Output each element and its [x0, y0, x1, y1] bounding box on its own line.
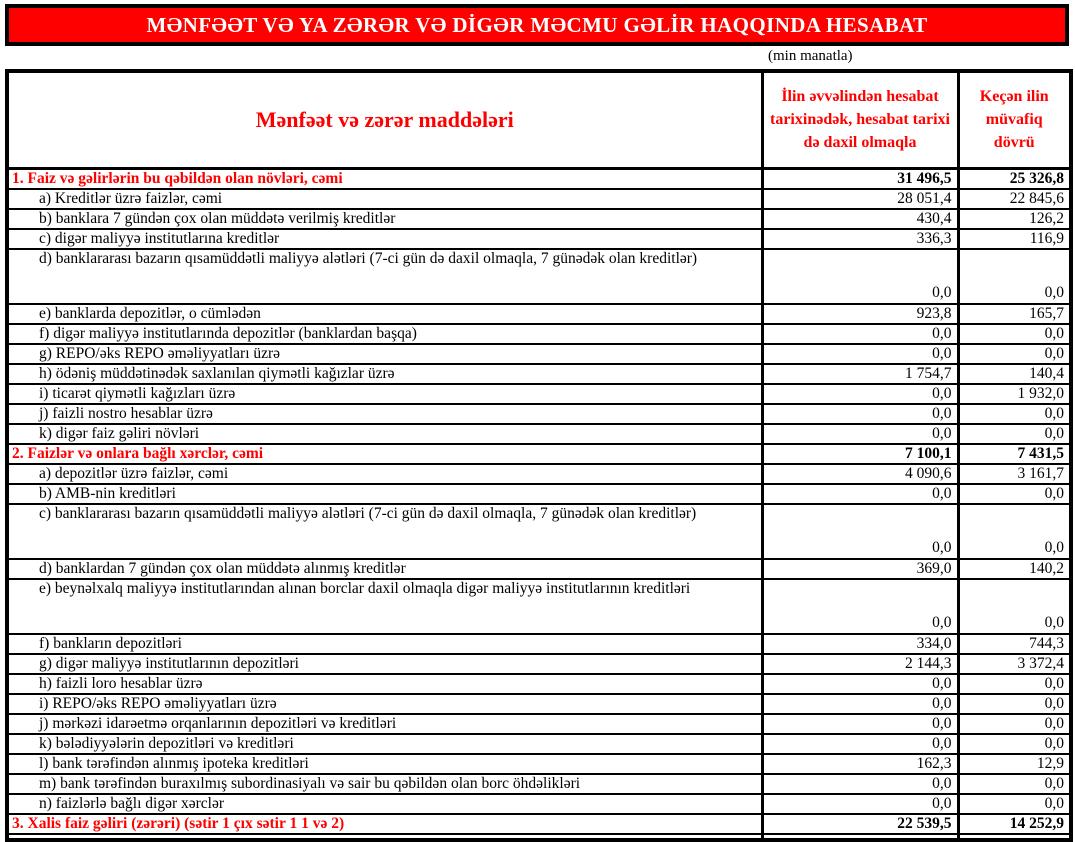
- table-body: [7, 168, 1071, 840]
- row-label: k) bələdiyyələrin depozitləri və kreditləri: [7, 734, 762, 754]
- row-value-previous: 0,0: [958, 694, 1071, 714]
- row-label: 1. Faiz və gəlirlərin bu qəbildən olan növləri, cəmi: [7, 168, 762, 189]
- row-label: a) Kreditlər üzrə faizlər, cəmi: [7, 189, 762, 209]
- table-row: [7, 424, 1071, 444]
- row-value-previous: 140,2: [958, 559, 1071, 579]
- row-label: d) banklararası bazarın qısamüddətli maliyyə alətləri (7-ci gün də daxil olmaqla, 7 günədək olan kreditlər): [7, 249, 762, 304]
- row-value-previous: 7 431,5: [958, 444, 1071, 464]
- row-value-current: 31 496,5: [762, 168, 958, 189]
- row-value-current: 0,0: [762, 249, 958, 304]
- table-row: [7, 504, 1071, 559]
- table-row: [7, 714, 1071, 734]
- row-label: f) bankların depozitləri: [7, 634, 762, 654]
- table-row: [7, 344, 1071, 364]
- row-value-previous: 0,0: [958, 774, 1071, 794]
- row-label: b) AMB-nin kreditləri: [7, 484, 762, 504]
- row-value-current: 0,0: [762, 504, 958, 559]
- row-value-current: 0,0: [762, 674, 958, 694]
- table-row: [7, 464, 1071, 484]
- table-row: [7, 754, 1071, 774]
- row-label: c) digər maliyyə institutlarına kreditlər: [7, 229, 762, 249]
- row-value-current: 162,3: [762, 754, 958, 774]
- row-value-previous: 1 932,0: [958, 384, 1071, 404]
- row-value-previous: 126,2: [958, 209, 1071, 229]
- row-value-previous: 25 326,8: [958, 168, 1071, 189]
- table-row: [7, 168, 1071, 189]
- row-value-current: 2 144,3: [762, 654, 958, 674]
- row-value-current: 1 754,7: [762, 364, 958, 384]
- header-current-period: İlin əvvəlindən hesabat tarixinədək, hesabat tarixi də daxil olmaqla: [762, 71, 958, 168]
- row-value-current: 0,0: [762, 734, 958, 754]
- row-label: j) mərkəzi idarəetmə orqanlarının depozitləri və kreditləri: [7, 714, 762, 734]
- table-row: [7, 444, 1071, 464]
- row-value-current: 0,0: [762, 424, 958, 444]
- row-label: [7, 834, 762, 840]
- row-value-current: 0,0: [762, 384, 958, 404]
- table-header-row: [7, 71, 1071, 168]
- row-label: d) banklardan 7 gündən çox olan müddətə alınmış kreditlər: [7, 559, 762, 579]
- row-value-current: 0,0: [762, 714, 958, 734]
- row-value-previous: 0,0: [958, 324, 1071, 344]
- row-value-current: 430,4: [762, 209, 958, 229]
- row-value-previous: 3 161,7: [958, 464, 1071, 484]
- row-value-current: 0,0: [762, 324, 958, 344]
- table-row: [7, 774, 1071, 794]
- row-value-current: 0,0: [762, 484, 958, 504]
- table-row: [7, 209, 1071, 229]
- row-value-previous: 0,0: [958, 404, 1071, 424]
- row-label: m) bank tərəfindən buraxılmış subordinasiyalı və sair bu qəbildən olan borc öhdəlikləri: [7, 774, 762, 794]
- row-value-previous: 0,0: [958, 344, 1071, 364]
- report-title: MƏNFƏƏT VƏ YA ZƏRƏR VƏ DİGƏR MƏCMU GƏLİR HAQQINDA HESABAT: [146, 12, 928, 37]
- row-label: e) banklarda depozitlər, o cümlədən: [7, 304, 762, 324]
- row-value-current: 0,0: [762, 794, 958, 814]
- table-row: [7, 734, 1071, 754]
- row-value-previous: 140,4: [958, 364, 1071, 384]
- row-label: f) digər maliyyə institutlarında depozitlər (banklardan başqa): [7, 324, 762, 344]
- row-label: j) faizli nostro hesablar üzrə: [7, 404, 762, 424]
- row-value-previous: 0,0: [958, 794, 1071, 814]
- table-row: [7, 654, 1071, 674]
- row-label: l) bank tərəfindən alınmış ipoteka kreditləri: [7, 754, 762, 774]
- row-value-previous: 0,0: [958, 249, 1071, 304]
- row-value-previous: 0,0: [958, 504, 1071, 559]
- row-label: g) digər maliyyə institutlarının depozitləri: [7, 654, 762, 674]
- table-row: [7, 484, 1071, 504]
- row-value-previous: 0,0: [958, 424, 1071, 444]
- row-value-current: 369,0: [762, 559, 958, 579]
- row-value-previous: 0,0: [958, 579, 1071, 634]
- header-items: Mənfəət və zərər maddələri: [7, 71, 762, 168]
- row-value-current: 0,0: [762, 774, 958, 794]
- row-value-previous: 165,7: [958, 304, 1071, 324]
- row-value-current: 0,0: [762, 579, 958, 634]
- report-title-bar: [5, 4, 1069, 46]
- header-previous-period: Keçən ilin müvafiq dövrü: [958, 71, 1071, 168]
- row-value-current: 0,0: [762, 344, 958, 364]
- row-value-previous: 12,9: [958, 754, 1071, 774]
- row-value-current: 336,3: [762, 229, 958, 249]
- report-page: [0, 4, 1075, 832]
- row-label: n) faizlərlə bağlı digər xərclər: [7, 794, 762, 814]
- table-row: [7, 189, 1071, 209]
- row-label: c) banklararası bazarın qısamüddətli maliyyə alətləri (7-ci gün də daxil olmaqla, 7 günədək olan kreditlər): [7, 504, 762, 559]
- table-row: [7, 674, 1071, 694]
- row-label: e) beynəlxalq maliyyə institutlarından alınan borclar daxil olmaqla digər maliyyə institutlarının kreditləri: [7, 579, 762, 634]
- row-value-previous: [958, 834, 1071, 840]
- row-value-previous: 3 372,4: [958, 654, 1071, 674]
- table-row: [7, 834, 1071, 840]
- row-value-previous: 116,9: [958, 229, 1071, 249]
- row-value-previous: 0,0: [958, 734, 1071, 754]
- row-label: i) ticarət qiymətli kağızları üzrə: [7, 384, 762, 404]
- table-row: [7, 384, 1071, 404]
- row-value-previous: 0,0: [958, 714, 1071, 734]
- row-value-current: 923,8: [762, 304, 958, 324]
- table-row: [7, 579, 1071, 634]
- row-value-previous: 0,0: [958, 674, 1071, 694]
- table-row: [7, 364, 1071, 384]
- table-row: [7, 559, 1071, 579]
- row-label: i) REPO/əks REPO əməliyyatları üzrə: [7, 694, 762, 714]
- table-row: [7, 694, 1071, 714]
- table-row: [7, 229, 1071, 249]
- table-header: [7, 71, 1071, 168]
- row-value-previous: 744,3: [958, 634, 1071, 654]
- row-value-current: [762, 834, 958, 840]
- row-label: a) depozitlər üzrə faizlər, cəmi: [7, 464, 762, 484]
- row-label: b) banklara 7 gündən çox olan müddətə verilmiş kreditlər: [7, 209, 762, 229]
- row-label: h) faizli loro hesablar üzrə: [7, 674, 762, 694]
- row-label: 2. Faizlər və onlara bağlı xərclər, cəmi: [7, 444, 762, 464]
- profit-loss-table: [5, 69, 1073, 842]
- row-value-current: 4 090,6: [762, 464, 958, 484]
- unit-note: (min manatla): [768, 48, 853, 64]
- table-row: [7, 249, 1071, 304]
- row-label: k) digər faiz gəliri növləri: [7, 424, 762, 444]
- row-value-current: 7 100,1: [762, 444, 958, 464]
- table-row: [7, 814, 1071, 834]
- table-row: [7, 634, 1071, 654]
- row-value-current: 22 539,5: [762, 814, 958, 834]
- row-value-current: 28 051,4: [762, 189, 958, 209]
- row-value-previous: 0,0: [958, 484, 1071, 504]
- row-value-current: 0,0: [762, 404, 958, 424]
- row-value-previous: 22 845,6: [958, 189, 1071, 209]
- row-label: g) REPO/əks REPO əməliyyatları üzrə: [7, 344, 762, 364]
- table-row: [7, 304, 1071, 324]
- table-row: [7, 404, 1071, 424]
- row-label: h) ödəniş müddətinədək saxlanılan qiymətli kağızlar üzrə: [7, 364, 762, 384]
- row-value-current: 334,0: [762, 634, 958, 654]
- row-value-previous: 14 252,9: [958, 814, 1071, 834]
- row-label: 3. Xalis faiz gəliri (zərəri) (sətir 1 çıx sətir 1 1 və 2): [7, 814, 762, 834]
- table-row: [7, 324, 1071, 344]
- row-value-current: 0,0: [762, 694, 958, 714]
- table-row: [7, 794, 1071, 814]
